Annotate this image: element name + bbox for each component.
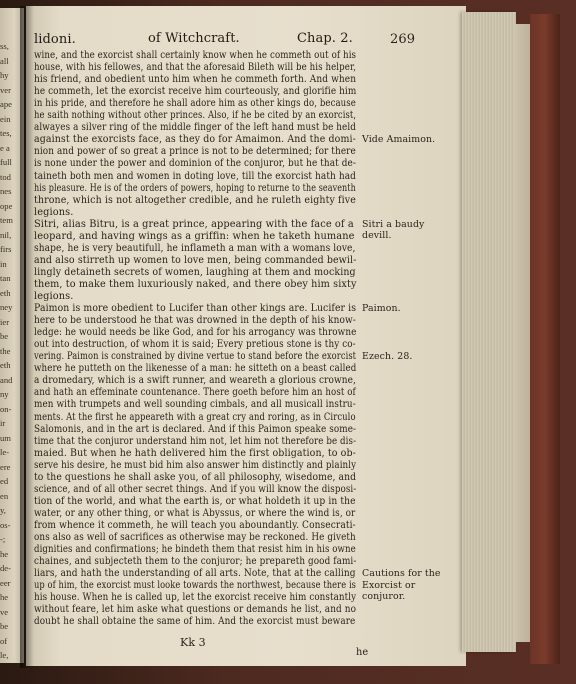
marginal-note: Exorcist or [362,579,416,591]
text-line: to the questions he shall aske you, of all philosophy, wisedome, and [34,471,357,483]
left-page-fragment: e a [0,142,10,153]
text-line: legions. [34,206,74,218]
marginal-note: Paimon. [362,303,401,315]
left-page-fragment: ss, [0,41,9,51]
left-page-fragment: the [0,345,11,356]
text-line: he commeth, let the exorcist receive him courteously, and glorifie him [34,86,357,98]
text-line: maied. But when he hath delivered him the first obligation, to ob- [34,447,356,459]
marginal-note: devill. [362,230,392,242]
signature-mark: Kk 3 [180,636,206,649]
text-line: ons also as well of sacrifices as otherwise may be reckoned. He giveth [34,532,356,543]
left-page-fragment: all [0,55,9,66]
left-page-fragment: tan [0,273,11,283]
left-page-fragment: eth [0,360,11,370]
running-head-left: lidoni. [34,32,76,47]
left-page-fragment: um [0,432,11,443]
left-page-fragment: nes [0,186,12,196]
text-line: is none under the power and dominion of the conjuror, but he that de- [34,158,356,170]
left-page-fragment: os- [0,519,11,530]
text-line: taineth both men and women in doting love, till the exorcist hath had [34,170,356,182]
text-line: chaines, and subjecteth them to the conjuror; he prepareth good fami- [34,556,357,568]
left-page-fragment: ir [0,418,6,428]
left-page-fragment: ny [0,389,9,399]
left-page-fragment: full [0,157,12,167]
text-line: lingly detaineth secrets of women, laughing at them and mocking [34,266,356,278]
left-page-fragment: be [0,331,9,341]
text-line: and hath an effeminate countenance. There goeth before him an host of [34,387,356,399]
left-page-fragment: ver [0,84,11,95]
left-page-fragment: eer [0,577,11,588]
left-page-fragment: eth [0,287,11,298]
left-page-fragment: hy [0,70,9,80]
left-page-fragment: on- [0,403,12,414]
text-line: house, with his fellowes, and that the aforesaid Bileth will be his helper, [34,62,357,74]
text-line: and also stirreth up women to love men, being commanded bewil- [34,254,357,266]
text-line: serve his desire, he must bid him also answer him distinctly and plainly [34,459,357,471]
text-line: where he putteth on the likenesse of a man: he sitteth on a beast called [34,363,357,375]
left-page-fragment: y, [0,505,6,515]
left-page-fragment: ier [0,316,10,327]
marginal-note: Vide Amaimon. [362,134,436,146]
text-line: science, and of all other secret things. And if you will know the disposi- [34,483,357,495]
text-line: shape, he is very beautifull, he inflameth a man with a womans love, [34,242,356,254]
text-line: from whence it commeth, he will teach you aboundantly. Consecrati- [34,519,356,531]
page-edges [462,12,516,652]
text-line: without feare, let him aske what questions or demands he list, and no [34,604,357,616]
left-page-fragment: en [0,490,9,501]
marginal-note: Sitri a baudy [362,218,425,230]
gutter-shadow [20,6,34,668]
text-line: leopard, and having wings as a griffin: when he taketh humane [34,230,355,242]
text-line: throne, which is not altogether credible, and he ruleth eighty five [34,194,356,206]
text-line: tion of the world, and what the earth is, or what holdeth it up in the [34,495,356,507]
text-line: water, or any other thing, or what is Abyssus, or where the wind is, or [34,507,356,519]
left-page-fragment: he [0,548,9,559]
text-line: ledge: he would needs be like God, and for his arrogancy was throwne [34,327,357,339]
text-line: here to be understood he that was drowned in the depth of his know- [34,315,356,327]
left-page-fragment: tod [0,171,11,182]
book-cover-edge [530,14,560,664]
text-line: his house. When he is called up, let the exorcist receive him constantly [34,592,357,604]
text-line: ments. At the first he appeareth with a great cry and roring, as in Circulo [34,411,356,423]
left-page-fragment: be [0,621,9,631]
left-page-fragment: nil, [0,229,12,240]
left-page-fragment: ney [0,302,13,312]
left-page-fragment: of [0,635,8,646]
text-line: alwayes a silver ring of the middle finger of the left hand must be held [34,122,356,134]
text-line: his pleasure. He is of the orders of powers, hoping to returne to the seaventh [34,182,356,194]
left-page-fragment: and [0,374,13,385]
text-line: wine, and the exorcist shall certainly know when he commeth out of his [34,50,357,61]
left-page-fragment: le, [0,650,9,660]
left-page-fragment: -; [0,534,6,544]
page-number: 269 [390,32,416,47]
text-line: out into destruction, of whom it is said; Every pretious stone is thy co- [34,339,356,351]
marginal-note: Cautions for the [362,568,441,580]
text-line: men with trumpets and well sounding cimbals, and all musicall instru- [34,399,356,411]
text-line: Paimon is more obedient to Lucifer than other kings are. Lucifer is [34,303,357,315]
text-line: Sitri, alias Bitru, is a great prince, appearing with the face of a [34,218,354,230]
marginal-note: conjuror. [362,591,406,603]
left-page-fragment: ape [0,99,12,109]
marginal-note: Ezech. 28. [362,351,413,363]
running-head-title: of Witchcraft. [148,31,240,46]
text-line: up of him, the exorcist must looke towards the northwest, because there is [34,580,357,592]
text-line: time that the conjuror understand him not, let him not therefore be dis- [34,435,357,447]
left-page-fragment: le- [0,447,10,457]
text-line: vering. Paimon is constrained by divine vertue to stand before the exorcist [34,351,357,363]
left-page-fragment: tes, [0,128,12,138]
left-page-fragment: ope [0,200,13,211]
text-line: his friend, and obedient unto him when he commeth forth. And when [34,74,357,86]
left-page-fragment: ed [0,476,9,486]
left-page-fragment: de- [0,563,11,573]
text-line: them, to make them luxuriously naked, and there obey him sixty [34,278,357,290]
running-head-chapter: Chap. 2. [297,31,353,46]
catchword: he [356,647,369,658]
left-page-fragment: tem [0,215,13,225]
text-line: Salomonis, and in the art is declared. And if this Paimon speake some- [34,423,357,435]
left-page-fragment: firs [0,244,12,254]
left-page-fragment: ere [0,461,11,472]
text-line: doubt he shall obtaine the same of him. And the exorcist must beware [34,616,356,628]
left-page-fragment: ein [0,113,11,124]
left-page-fragment: he [0,592,9,602]
text-line: in his pride, and therefore he shall adore him as other kings do, because [34,98,356,110]
left-page-fragment: ve [0,606,9,617]
left-page-fragment: in [0,258,7,269]
text-line: dignities and confirmations; he bindeth them that resist him in his owne [34,544,356,556]
text-line: legions. [34,291,74,302]
text-line: a dromedary, which is a swift runner, and weareth a glorious crowne, [34,375,356,387]
text-line: liars, and hath the understanding of all arts. Note, that at the calling [34,568,356,580]
text-line: against the exorcists face, as they do for Amaimon. And the domi- [34,134,356,146]
text-line: nion and power of so great a prince is not to be determined; for there [34,146,356,158]
text-line: he saith nothing without other princes. Also, if he be cited by an exorcist, [34,110,357,122]
